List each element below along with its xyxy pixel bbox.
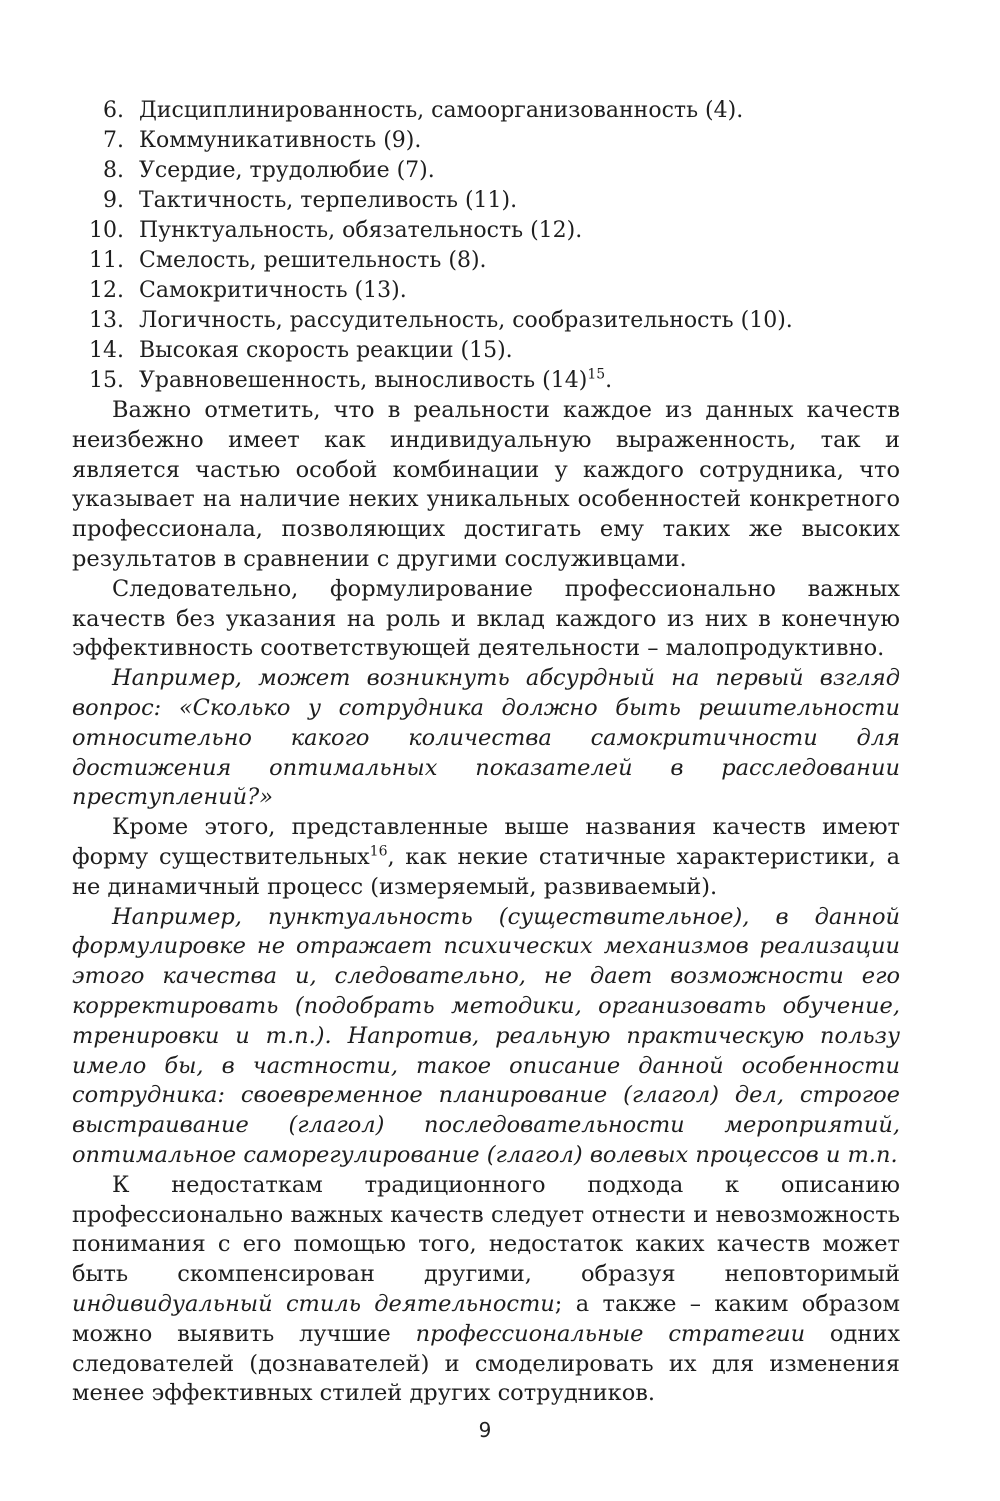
list-item-number: 15. <box>89 368 124 393</box>
paragraph <box>72 813 900 902</box>
list-item-text: Смелость, решительность (8). <box>139 248 487 273</box>
paragraph <box>72 1171 900 1409</box>
emphasis-term: профессиональные стратегии <box>415 1320 806 1347</box>
list-item <box>72 186 900 216</box>
list-item-text: Пунктуальность, обязательность (12). <box>139 218 583 243</box>
list-item-text-main: Уравновешенность, выносливость (14) <box>139 368 588 393</box>
list-item-number: 12. <box>89 278 124 303</box>
paragraph-text: ; а также – каким образом можно выявить лучшие <box>72 1290 900 1347</box>
page-number: 9 <box>478 1418 492 1442</box>
list-item <box>72 306 900 336</box>
list-item-text: Тактичность, терпеливость (11). <box>139 188 518 213</box>
list-item <box>72 276 900 306</box>
list-item-text: Высокая скорость реакции (15). <box>139 338 513 363</box>
paragraph-text: одних следователей (дознавателей) и смоделировать их для изменения менее эффективных стилей других сотрудников. <box>72 1320 901 1407</box>
list-item-text: Коммуникативность (9). <box>139 128 422 153</box>
list-item-number: 8. <box>103 158 124 183</box>
list-item-number: 9. <box>103 188 124 213</box>
list-item-text: Самокритичность (13). <box>139 278 407 303</box>
footnote-ref[interactable]: 15 <box>587 366 606 383</box>
footnote-ref[interactable]: 16 <box>369 843 388 860</box>
list-item-number: 13. <box>89 308 124 333</box>
qualities-list <box>72 96 900 396</box>
list-item-number: 6. <box>103 98 124 123</box>
list-item-text-tail: . <box>605 368 613 393</box>
list-item-number: 14. <box>89 338 124 363</box>
body-text <box>72 396 900 1409</box>
list-item-text: Дисциплинированность, самоорганизованность (4). <box>139 98 744 123</box>
paragraph-text: Кроме этого, представленные выше названия качеств имеют форму существительных <box>72 814 900 870</box>
list-item-number: 10. <box>89 218 124 243</box>
paragraph: Следовательно, формулирование профессионально важных качеств без указания на роль и вклад каждого из них в конечную эффективность соответствующей деятельности – малопродуктивно. <box>72 575 900 662</box>
list-item-text: Усердие, трудолюбие (7). <box>139 158 435 183</box>
list-item-number: 11. <box>89 248 124 273</box>
list-item <box>72 156 900 186</box>
emphasis-term: индивидуальный стиль деятельности <box>72 1290 555 1317</box>
list-item-text <box>139 366 612 396</box>
example-paragraph: Например, пунктуальность (существительное), в данной формулировке не отражает психических механизмов реализации этого качества и, следовательно, не дает возможности его корректировать (подобрать методики, организовать обучение, тренировки и т.п.). Напротив, реальную практическую пользу имело бы, в частности, такое описание данной особенности сотрудника: своевременное планирование (глагол) дел, строгое выстраивание (глагол) последовательности мероприятий, оптимальное саморегулирование (глагол) волевых процессов и т.п. <box>72 903 900 1168</box>
list-item-number: 7. <box>103 128 124 153</box>
list-item <box>72 216 900 246</box>
list-item <box>72 336 900 366</box>
list-item-text: Логичность, рассудительность, сообразительность (10). <box>139 308 793 333</box>
list-item <box>72 126 900 156</box>
paragraph: Важно отметить, что в реальности каждое из данных качеств неизбежно имеет как индивидуальную выраженность, так и является частью особой комбинации у каждого сотрудника, что указывает на наличие неких уникальных особенностей конкретного профессионала, позволяющих достигать ему таких же высоких результатов в сравнении с другими сослуживцами. <box>72 397 900 572</box>
example-paragraph: Например, может возникнуть абсурдный на первый взгляд вопрос: «Сколько у сотрудника должно быть решительности относительно какого количества самокритичности для достижения оптимальных показателей в расследовании преступлений?» <box>72 665 900 811</box>
list-item <box>72 246 900 276</box>
list-item <box>72 366 900 396</box>
list-item <box>72 96 900 126</box>
paragraph-text: , как некие статичные характеристики, а не динамичный процесс (измеряемый, развиваемый). <box>72 843 900 900</box>
paragraph-text: К недостаткам традиционного подхода к описанию профессионально важных качеств следует отнести и невозможность понимания с его помощью того, недостаток каких качеств может быть скомпенсирован другими, образуя неповторимый <box>72 1171 900 1288</box>
